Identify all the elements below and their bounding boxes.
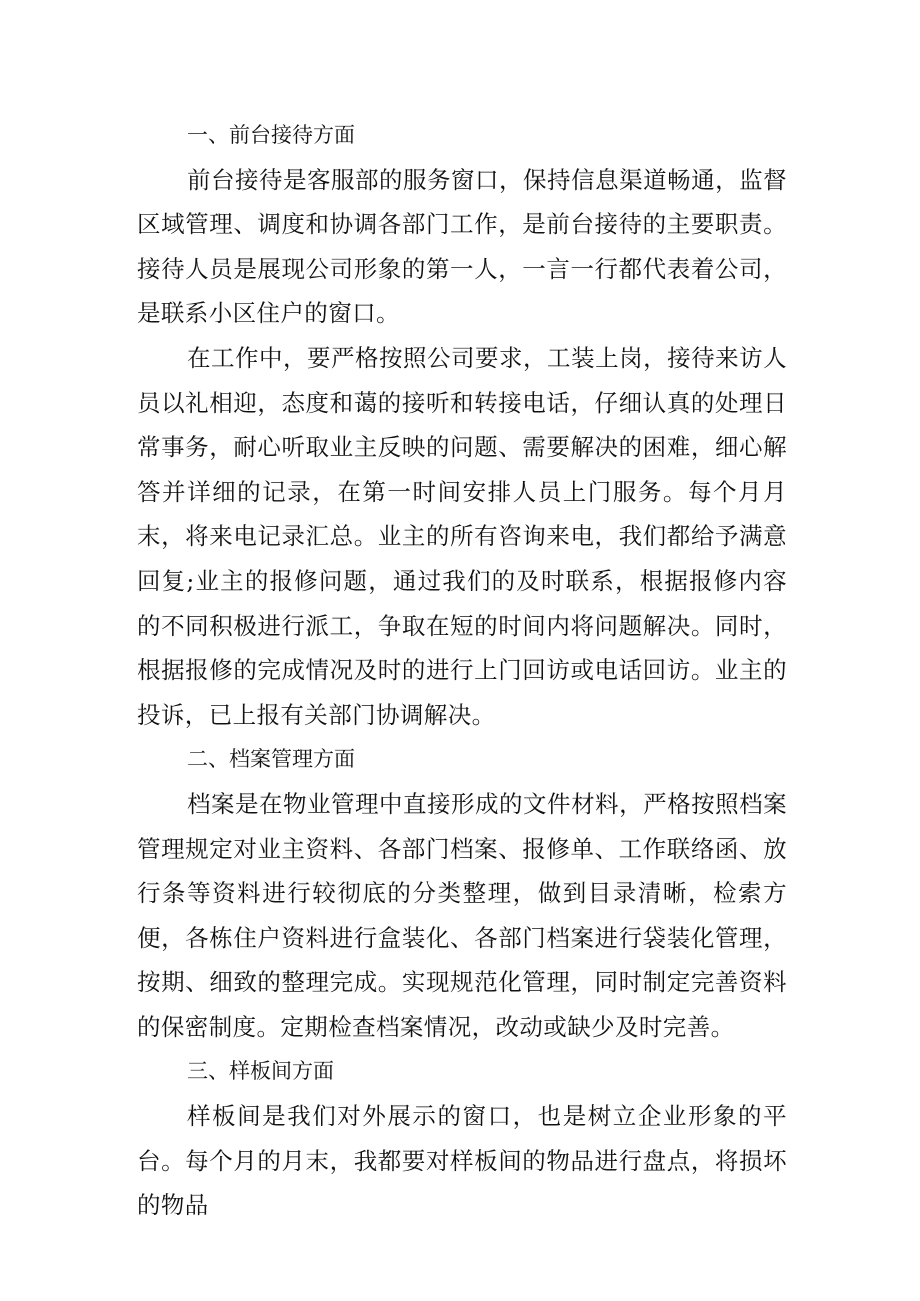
paragraph: 前台接待是客服部的服务窗口，保持信息渠道畅通，监督区域管理、调度和协调各部门工作，是前台接待的主要职责。接待人员是展现公司形象的第一人，一言一行都代表着公司，是联系小区住户的窗口。 xyxy=(137,165,787,328)
section-heading-front-desk: 一、前台接待方面 xyxy=(187,123,355,147)
paragraph: 样板间是我们对外展示的窗口，也是树立企业形象的平台。每个月的月末，我都要对样板间的物品进行盘点，将损坏的物品 xyxy=(137,1102,787,1220)
paragraph: 在工作中，要严格按照公司要求，工装上岗，接待来访人员以礼相迎，态度和蔼的接听和转接电话，仔细认真的处理日常事务，耐心听取业主反映的问题、需要解决的困难，细心解答并详细的记录，在第一时间安排人员上门服务。每个月月末，将来电记录汇总。业主的所有咨询来电，我们都给予满意回复;业主的报修问题，通过我们的及时联系，根据报修内容的不同积极进行派工，争取在短的时间内将问题解决。同时，根据报修的完成情况及时的进行上门回访或电话回访。业主的投诉，已上报有关部门协调解决。 xyxy=(137,343,787,729)
section-heading-archives: 二、档案管理方面 xyxy=(187,747,355,772)
paragraph: 档案是在物业管理中直接形成的文件材料，严格按照档案管理规定对业主资料、各部门档案、报修单、工作联络函、放行条等资料进行较彻底的分类整理，做到目录清晰，检索方便，各栋住户资料进行盒装化、各部门档案进行袋装化管理，按期、细致的整理完成。实现规范化管理，同时制定完善资料的保密制度。定期检查档案情况，改动或缺少及时完善。 xyxy=(137,789,787,1041)
document-body xyxy=(137,113,787,1228)
section-heading-showroom: 三、样板间方面 xyxy=(187,1059,334,1084)
